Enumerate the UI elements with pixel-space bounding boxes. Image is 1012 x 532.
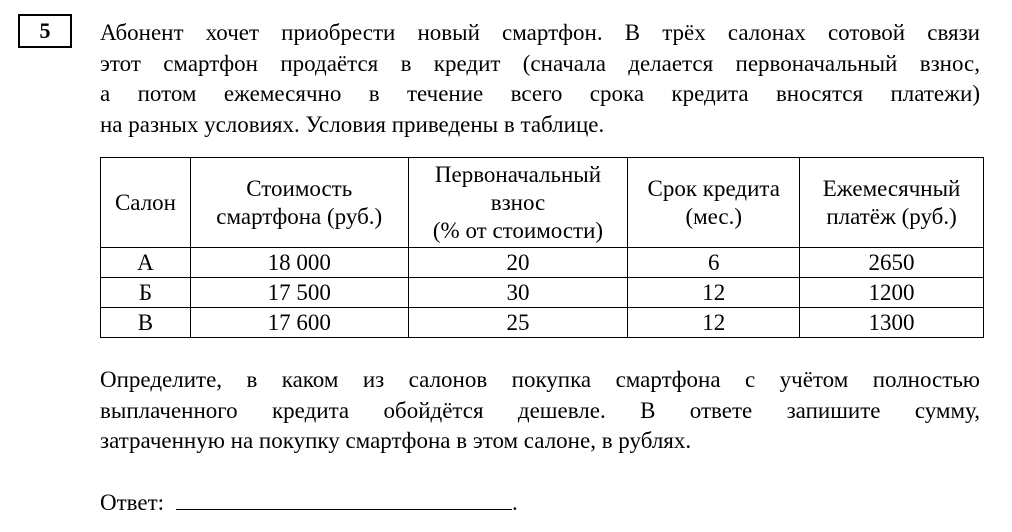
table-cell: Б — [101, 278, 191, 308]
table-header-row — [101, 158, 984, 248]
table-cell: 6 — [628, 248, 800, 278]
table-cell: 30 — [408, 278, 628, 308]
task-question — [100, 365, 980, 457]
header-credit-term: Срок кредита (мес.) — [628, 158, 800, 248]
answer-row — [100, 487, 518, 516]
table-cell: 17 500 — [190, 278, 408, 308]
table-cell: 25 — [408, 308, 628, 338]
intro-line: Абонент хочет приобрести новый смартфон. В трёх салонах сотовой связи — [100, 20, 980, 45]
table-row — [101, 278, 984, 308]
header-price: Стоимость смартфона (руб.) — [190, 158, 408, 248]
question-line: выплаченного кредита обойдётся дешевле. В ответе запишите сумму, — [100, 397, 980, 423]
header-initial-payment: Первоначальный взнос (% от стоимости) — [408, 158, 628, 248]
question-line: затраченную на покупку смартфона в этом салоне, в рублях. — [100, 428, 692, 453]
table-cell: 18 000 — [190, 248, 408, 278]
table-cell: 20 — [408, 248, 628, 278]
answer-label: Ответ: — [100, 490, 165, 515]
task-number: 5 — [18, 14, 72, 48]
table-cell: А — [101, 248, 191, 278]
answer-end: . — [512, 490, 518, 515]
table-row — [101, 248, 984, 278]
intro-line: этот смартфон продаётся в кредит (сначала делается первоначальный взнос, — [100, 50, 980, 76]
question-line: Определите, в каком из салонов покупка смартфона с учётом полностью — [100, 367, 980, 392]
answer-field[interactable] — [176, 487, 512, 510]
table-cell: 12 — [628, 278, 800, 308]
conditions-table — [100, 157, 984, 338]
table-row — [101, 308, 984, 338]
table-cell: 2650 — [800, 248, 984, 278]
table-cell: 1200 — [800, 278, 984, 308]
intro-line: на разных условиях. Условия приведены в таблице. — [100, 111, 605, 137]
header-monthly-payment: Ежемесячный платёж (руб.) — [800, 158, 984, 248]
table-cell: 17 600 — [190, 308, 408, 338]
table-cell: 12 — [628, 308, 800, 338]
header-salon: Салон — [101, 158, 191, 248]
intro-line: а потом ежемесячно в течение всего срока кредита вносятся платежи) — [100, 81, 980, 106]
table-cell: В — [101, 308, 191, 338]
table-cell: 1300 — [800, 308, 984, 338]
task-intro — [100, 18, 980, 140]
